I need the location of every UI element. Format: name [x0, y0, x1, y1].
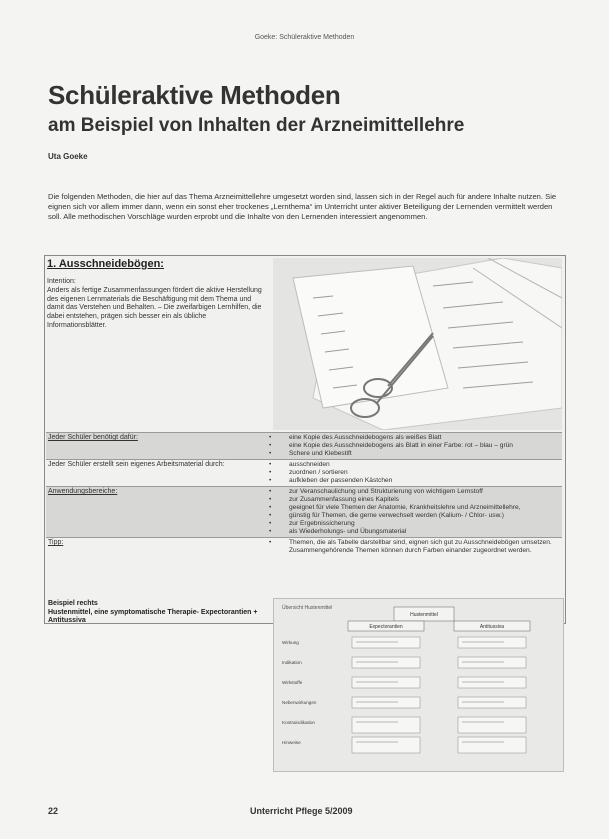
- diagram-cell: [458, 737, 526, 753]
- row-content: [263, 538, 562, 556]
- table-row: [46, 486, 562, 537]
- list-item: • günstig für Themen, die gerne verwechselt werden (Kalium- / Chlor- usw.): [263, 512, 562, 520]
- row-label-text: Jeder Schüler benötigt dafür:: [48, 434, 138, 441]
- row-label-text: Anwendungsbereiche:: [48, 488, 118, 495]
- running-head: Goeke: Schüleraktive Methoden: [254, 34, 355, 41]
- diagram-cell: [352, 677, 420, 688]
- author-name: Uta Goeke: [48, 152, 88, 161]
- row-label-text: Jeder Schüler erstellt sein eigenes Arbeitsmaterial durch:: [48, 461, 225, 468]
- diagram-caption: Übersicht Hustenmittel: [282, 605, 333, 611]
- page-title: Schüleraktive Methoden: [48, 80, 341, 110]
- diagram-col-1: Expectorantien: [369, 624, 403, 630]
- page-number: 22: [48, 806, 59, 816]
- diagram-row-label: Hinweise: [282, 740, 301, 745]
- diagram-row-label: Kontraindikation: [282, 720, 315, 725]
- worksheet-diagram: [273, 598, 564, 772]
- bullet-list: [263, 461, 562, 485]
- bullet-list: [263, 434, 562, 458]
- diagram-row-label: Wirkung: [282, 640, 299, 645]
- intention-text: Anders als fertige Zusammenfassungen fördert die aktive Herstellung des eigenen Lernmaterials die Beschäftigung mit dem Thema und damit das Verstehen und Behalten. – Die zweifarbigen Lernhilfen, die dabei entstehen, prägen sich besser ein als übliche Informationsblätter.: [47, 286, 262, 329]
- table-row: [46, 537, 562, 556]
- intro-paragraph: Die folgenden Methoden, die hier auf das Thema Arzneimittellehre umgesetzt worden sind, lassen sich in der Regel auch für andere Inhalte nutzen. Sie eignen sich vor allem immer dann, wenn ein sonst eher trockenes „Lernthema“ im Unterricht unter aktiver Beteiligung der Lernenden vermittelt werden soll. Alle methodischen Vorschläge wurden erprobt und die Inhalte von den Lernenden interessiert angenommen.: [48, 192, 557, 221]
- diagram-col-2: Antitussiva: [479, 624, 505, 630]
- row-content: [263, 433, 562, 459]
- intention-block: [47, 278, 262, 331]
- page-subtitle: am Beispiel von Inhalten der Arzneimittellehre: [48, 115, 465, 136]
- list-item: • zur Zusammenfassung eines Kapitels: [263, 496, 562, 504]
- row-label-text: Tipp:: [48, 539, 64, 546]
- diagram-cell: [352, 717, 420, 733]
- list-item: • geeignet für viele Themen der Anatomie, Krankheitslehre und Arzneimittellehre,: [263, 504, 562, 512]
- diagram-cell: [458, 657, 526, 668]
- example-caption-line1: Beispiel rechts: [48, 600, 98, 607]
- intention-label: Intention:: [47, 278, 76, 285]
- photo-illustration: [273, 258, 562, 430]
- diagram-cell: [458, 697, 526, 708]
- list-item: • Schere und Klebestift: [263, 450, 562, 458]
- row-label: [46, 487, 263, 537]
- diagram-cell: [352, 657, 420, 668]
- bullet-list: [263, 488, 562, 536]
- magazine-name: Unterricht Pflege 5/2009: [250, 806, 353, 816]
- diagram-row-label: Nebenwirkungen: [282, 700, 317, 705]
- diagram-title: Hustenmittel: [410, 612, 438, 618]
- list-item: • zur Veranschaulichung und Strukturierung von wichtigem Lernstoff: [263, 488, 562, 496]
- list-item: • zur Ergebnissicherung: [263, 520, 562, 528]
- method-table: [46, 432, 562, 556]
- section-heading: 1. Ausschneidebögen:: [47, 258, 164, 270]
- table-row: [46, 459, 562, 486]
- diagram-row-label: Wirkstoffe: [282, 680, 303, 685]
- diagram-cell: [458, 637, 526, 648]
- table-row: [46, 432, 562, 459]
- example-caption: [48, 600, 263, 626]
- scissors-worksheet-photo: [273, 258, 562, 430]
- diagram-cell: [458, 677, 526, 688]
- list-item: • eine Kopie des Ausschneidebogens als weißes Blatt: [263, 434, 562, 442]
- row-label: [46, 433, 263, 459]
- diagram-cell: [352, 637, 420, 648]
- list-item: • als Wiederholungs- und Übungsmaterial: [263, 528, 562, 536]
- diagram-cell: [352, 737, 420, 753]
- row-label: [46, 460, 263, 486]
- list-item: • Themen, die als Tabelle darstellbar sind, eignen sich gut zu Ausschneidebögen umsetzen. Zusammengehörende Themen können durch Farben einander zugeordnet werden.: [263, 539, 562, 555]
- bullet-list: [263, 539, 562, 555]
- diagram-graphic: [274, 599, 563, 771]
- list-item: • eine Kopie des Ausschneidebogens als Blatt in einer Farbe: rot – blau – grün: [263, 442, 562, 450]
- row-label: [46, 538, 263, 556]
- row-content: [263, 460, 562, 486]
- list-item: • ausschneiden: [263, 461, 562, 469]
- list-item: • aufkleben der passenden Kästchen: [263, 477, 562, 485]
- diagram-row-label: Indikation: [282, 660, 302, 665]
- example-caption-line2: Hustenmittel, eine symptomatische Therapie- Expectorantien + Antitussiva: [48, 608, 258, 625]
- diagram-cell: [458, 717, 526, 733]
- list-item: • zuordnen / sortieren: [263, 469, 562, 477]
- row-content: [263, 487, 562, 537]
- diagram-cell: [352, 697, 420, 708]
